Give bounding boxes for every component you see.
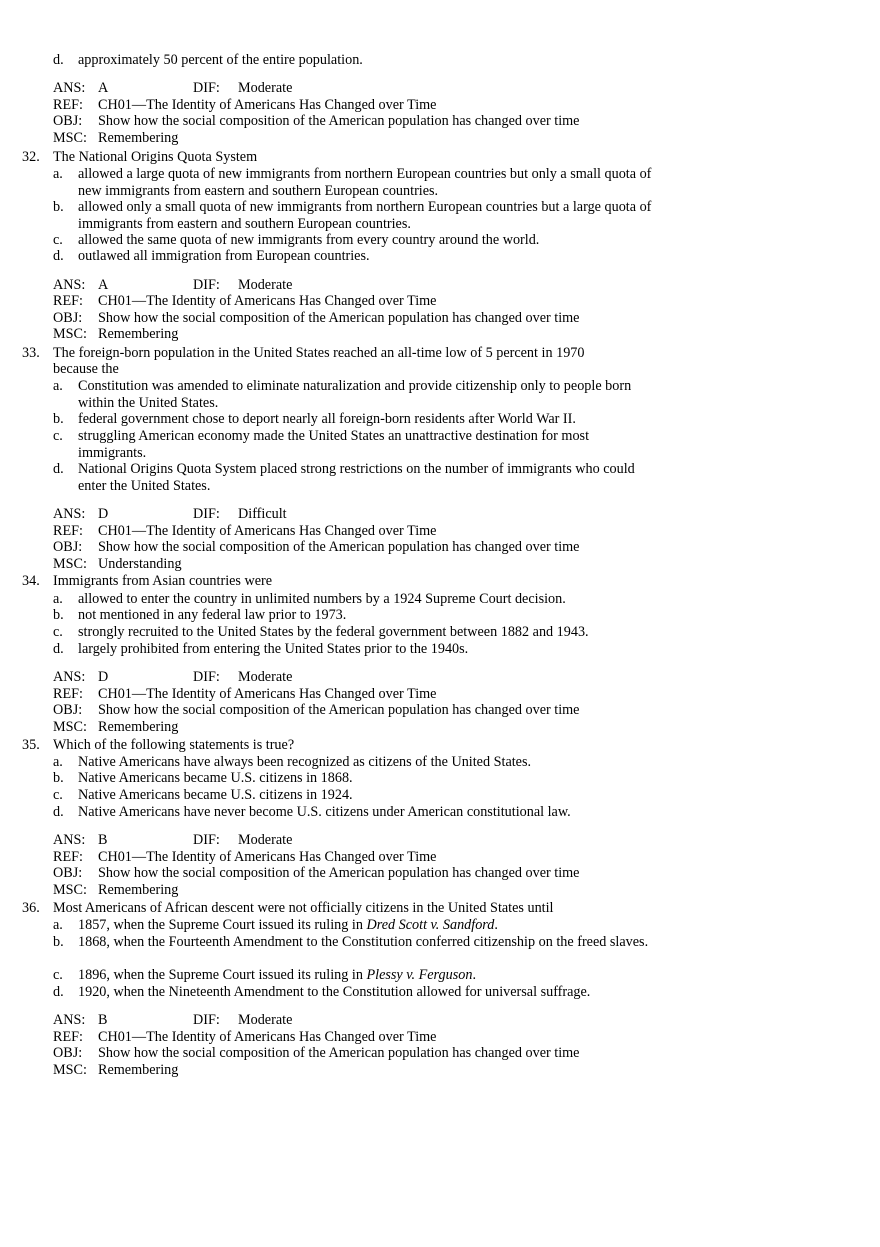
question-number: 36. bbox=[22, 900, 40, 916]
ans-value: B bbox=[98, 1012, 108, 1028]
ans-value: A bbox=[98, 277, 109, 293]
ans-value: D bbox=[98, 506, 109, 522]
dif-label: DIF: bbox=[193, 277, 220, 293]
option-letter: a. bbox=[53, 166, 63, 182]
option-letter: c. bbox=[53, 787, 63, 803]
case-name-italic: Dred Scott v. Sandford bbox=[366, 917, 495, 933]
option-text: Native Americans became U.S. citizens in 1924. bbox=[78, 787, 353, 803]
ref-value: CH01—The Identity of Americans Has Changed over Time bbox=[98, 97, 437, 113]
option-text: struggling American economy made the United States an unattractive destination for most immigrants. bbox=[78, 428, 590, 461]
ans-value: A bbox=[98, 80, 109, 96]
option-letter: c. bbox=[53, 428, 63, 444]
ans-label: ANS: bbox=[53, 277, 86, 293]
msc-label: MSC: bbox=[53, 1062, 87, 1078]
question-stem: Which of the following statements is true? bbox=[53, 737, 295, 753]
option-letter: b. bbox=[53, 199, 64, 215]
ans-label: ANS: bbox=[53, 832, 86, 848]
option-text: Constitution was amended to eliminate naturalization and provide citizenship only to people born within the United States. bbox=[78, 378, 632, 411]
ans-label: ANS: bbox=[53, 506, 86, 522]
question-stem: The National Origins Quota System bbox=[53, 149, 258, 165]
msc-label: MSC: bbox=[53, 326, 87, 342]
option-letter: d. bbox=[53, 248, 64, 264]
option-text: 1920, when the Nineteenth Amendment to the Constitution allowed for universal suffrage. bbox=[78, 984, 591, 1000]
option-text: approximately 50 percent of the entire population. bbox=[78, 52, 363, 68]
question-stem: The foreign-born population in the United States reached an all-time low of 5 percent in 1970 bbox=[53, 345, 585, 361]
obj-value: Show how the social composition of the American population has changed over time bbox=[98, 539, 580, 555]
obj-label: OBJ: bbox=[53, 865, 83, 881]
ref-label: REF: bbox=[53, 97, 83, 113]
question-number: 33. bbox=[22, 345, 40, 361]
ref-value: CH01—The Identity of Americans Has Changed over Time bbox=[98, 293, 437, 309]
question-number: 35. bbox=[22, 737, 40, 753]
option-text: allowed only a small quota of new immigrants from northern European countries but a large quota of immigrants from eastern and southern European countries. bbox=[78, 199, 652, 232]
option-letter: a. bbox=[53, 754, 63, 770]
ref-label: REF: bbox=[53, 293, 83, 309]
option-text: 1857, when the Supreme Court issued its ruling in Dred Scott v. Sandford. bbox=[78, 917, 498, 933]
option-text: Native Americans have always been recognized as citizens of the United States. bbox=[78, 754, 532, 770]
ans-value: D bbox=[98, 669, 109, 685]
obj-label: OBJ: bbox=[53, 539, 83, 555]
ref-value: CH01—The Identity of Americans Has Changed over Time bbox=[98, 523, 437, 539]
obj-label: OBJ: bbox=[53, 310, 83, 326]
obj-label: OBJ: bbox=[53, 702, 83, 718]
ans-value: B bbox=[98, 832, 108, 848]
option-text: allowed the same quota of new immigrants from every country around the world. bbox=[78, 232, 540, 248]
option-letter: d. bbox=[53, 641, 64, 657]
obj-value: Show how the social composition of the American population has changed over time bbox=[98, 310, 580, 326]
msc-label: MSC: bbox=[53, 719, 87, 735]
obj-value: Show how the social composition of the American population has changed over time bbox=[98, 702, 580, 718]
option-letter: a. bbox=[53, 591, 63, 607]
ref-label: REF: bbox=[53, 523, 83, 539]
obj-label: OBJ: bbox=[53, 113, 83, 129]
ref-value: CH01—The Identity of Americans Has Changed over Time bbox=[98, 1029, 437, 1045]
obj-value: Show how the social composition of the American population has changed over time bbox=[98, 865, 580, 881]
dif-label: DIF: bbox=[193, 669, 220, 685]
option-text: Native Americans have never become U.S. citizens under American constitutional law. bbox=[78, 804, 571, 820]
option-text: 1868, when the Fourteenth Amendment to the Constitution conferred citizenship on the freed slaves. bbox=[78, 934, 649, 950]
option-text: federal government chose to deport nearly all foreign-born residents after World War II. bbox=[78, 411, 576, 427]
option-letter: d. bbox=[53, 984, 64, 1000]
dif-label: DIF: bbox=[193, 1012, 220, 1028]
ref-label: REF: bbox=[53, 1029, 83, 1045]
option-letter: a. bbox=[53, 917, 63, 933]
dif-label: DIF: bbox=[193, 80, 220, 96]
option-text: not mentioned in any federal law prior to 1973. bbox=[78, 607, 347, 623]
obj-value: Show how the social composition of the American population has changed over time bbox=[98, 1045, 580, 1061]
ref-value: CH01—The Identity of Americans Has Changed over Time bbox=[98, 849, 437, 865]
option-text: Native Americans became U.S. citizens in 1868. bbox=[78, 770, 353, 786]
option-text: allowed to enter the country in unlimited numbers by a 1924 Supreme Court decision. bbox=[78, 591, 566, 607]
ans-label: ANS: bbox=[53, 669, 86, 685]
msc-label: MSC: bbox=[53, 882, 87, 898]
option-text: largely prohibited from entering the United States prior to the 1940s. bbox=[78, 641, 469, 657]
case-name-italic: Plessy v. Ferguson bbox=[366, 967, 473, 983]
dif-value: Moderate bbox=[238, 1012, 293, 1028]
option-letter: b. bbox=[53, 607, 64, 623]
ans-label: ANS: bbox=[53, 1012, 86, 1028]
option-text: outlawed all immigration from European countries. bbox=[78, 248, 370, 264]
ans-label: ANS: bbox=[53, 80, 86, 96]
dif-value: Moderate bbox=[238, 832, 293, 848]
option-letter: c. bbox=[53, 624, 63, 640]
option-letter: d. bbox=[53, 804, 64, 820]
question-number: 34. bbox=[22, 573, 40, 589]
ref-label: REF: bbox=[53, 686, 83, 702]
msc-value: Remembering bbox=[98, 326, 179, 342]
question-stem-continued: because the bbox=[53, 361, 119, 377]
option-letter: a. bbox=[53, 378, 63, 394]
obj-label: OBJ: bbox=[53, 1045, 83, 1061]
msc-value: Understanding bbox=[98, 556, 182, 572]
option-letter: c. bbox=[53, 967, 63, 983]
option-text: allowed a large quota of new immigrants from northern European countries but only a small quota of new immigrants from eastern and southern European countries. bbox=[78, 166, 652, 199]
option-text: 1896, when the Supreme Court issued its ruling in Plessy v. Ferguson. bbox=[78, 967, 476, 983]
msc-value: Remembering bbox=[98, 882, 179, 898]
option-letter: b. bbox=[53, 934, 64, 950]
option-text: National Origins Quota System placed strong restrictions on the number of immigrants who could enter the United States. bbox=[78, 461, 635, 494]
msc-value: Remembering bbox=[98, 719, 179, 735]
option-letter: d. bbox=[53, 52, 64, 68]
option-text: strongly recruited to the United States by the federal government between 1882 and 1943. bbox=[78, 624, 589, 640]
msc-value: Remembering bbox=[98, 1062, 179, 1078]
dif-value: Moderate bbox=[238, 80, 293, 96]
option-letter: b. bbox=[53, 411, 64, 427]
ref-label: REF: bbox=[53, 849, 83, 865]
option-letter: d. bbox=[53, 461, 64, 477]
msc-value: Remembering bbox=[98, 130, 179, 146]
dif-value: Difficult bbox=[238, 506, 287, 522]
question-stem: Immigrants from Asian countries were bbox=[53, 573, 273, 589]
dif-label: DIF: bbox=[193, 506, 220, 522]
option-letter: b. bbox=[53, 770, 64, 786]
obj-value: Show how the social composition of the American population has changed over time bbox=[98, 113, 580, 129]
dif-value: Moderate bbox=[238, 669, 293, 685]
dif-label: DIF: bbox=[193, 832, 220, 848]
dif-value: Moderate bbox=[238, 277, 293, 293]
question-stem: Most Americans of African descent were not officially citizens in the United States until bbox=[53, 900, 554, 916]
msc-label: MSC: bbox=[53, 130, 87, 146]
question-number: 32. bbox=[22, 149, 40, 165]
option-letter: c. bbox=[53, 232, 63, 248]
msc-label: MSC: bbox=[53, 556, 87, 572]
ref-value: CH01—The Identity of Americans Has Changed over Time bbox=[98, 686, 437, 702]
